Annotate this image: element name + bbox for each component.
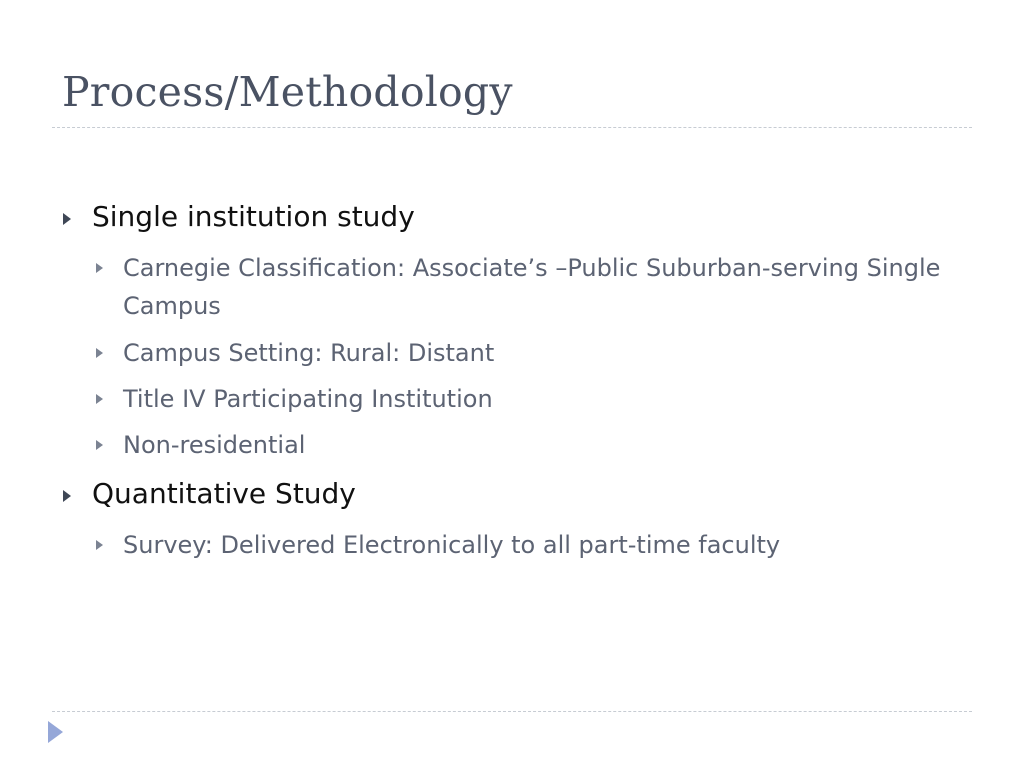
bullet-item bbox=[92, 477, 356, 511]
sub-bullet-triangle-icon bbox=[96, 440, 103, 450]
bullet-text: Quantitative Study bbox=[92, 477, 356, 510]
sub-bullet-text: Non-residential bbox=[123, 431, 306, 459]
bullet-item bbox=[92, 200, 415, 234]
sub-bullet-item bbox=[123, 334, 953, 372]
footer-divider bbox=[52, 711, 972, 712]
sub-bullet-text: Survey: Delivered Electronically to all part-time faculty bbox=[123, 531, 781, 559]
sub-bullet-triangle-icon bbox=[96, 394, 103, 404]
sub-bullet-triangle-icon bbox=[96, 540, 103, 550]
sub-bullet-item bbox=[123, 380, 953, 418]
sub-bullet-text: Carnegie Classification: Associate’s –Public Suburban-serving Single Campus bbox=[123, 254, 941, 320]
bullet-triangle-icon bbox=[63, 213, 71, 225]
sub-bullet-text: Campus Setting: Rural: Distant bbox=[123, 339, 495, 367]
sub-bullet-item bbox=[123, 426, 953, 464]
sub-bullet-text: Title IV Participating Institution bbox=[123, 385, 493, 413]
slide-title: Process/Methodology bbox=[62, 68, 513, 116]
sub-bullet-item bbox=[123, 249, 953, 325]
sub-bullet-triangle-icon bbox=[96, 263, 103, 273]
sub-bullet-triangle-icon bbox=[96, 348, 103, 358]
title-divider bbox=[52, 127, 972, 128]
next-slide-icon[interactable] bbox=[48, 721, 63, 743]
sub-bullet-item bbox=[123, 526, 953, 564]
bullet-text: Single institution study bbox=[92, 200, 415, 233]
bullet-triangle-icon bbox=[63, 490, 71, 502]
